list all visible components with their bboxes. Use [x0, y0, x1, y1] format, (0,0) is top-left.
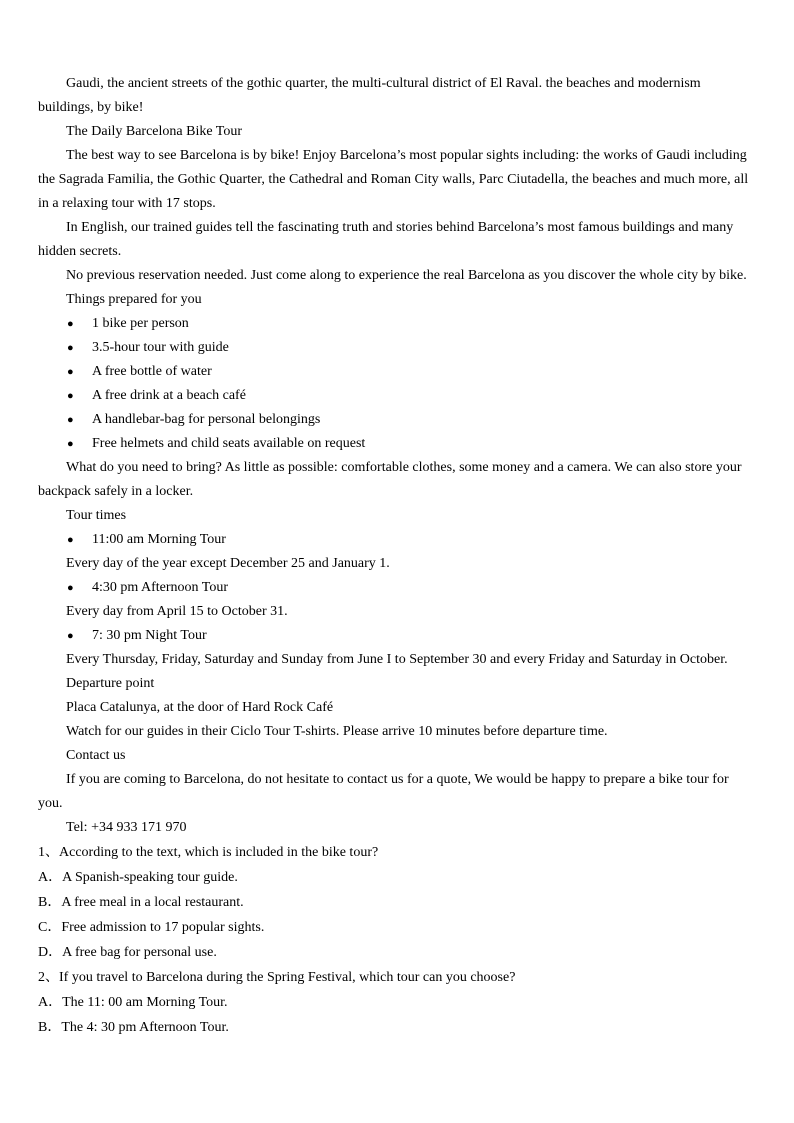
list-item: [38, 312, 750, 336]
question-1: [38, 840, 750, 965]
section-heading: Tour times: [66, 508, 127, 523]
tour-name: 11:00 am Morning Tour: [92, 532, 226, 547]
list-item: [38, 408, 750, 432]
paragraph: Gaudi, the ancient streets of the gothic quarter, the multi-cultural district of El Raval. the beaches and modernism buildings, by bike!: [38, 76, 701, 115]
question-stem: 2、If you travel to Barcelona during the Spring Festival, which tour can you choose?: [38, 970, 516, 985]
tour-schedule: Every day of the year except December 25 and January 1.: [66, 556, 390, 571]
paragraph: No previous reservation needed. Just come along to experience the real Barcelona as you discover the whole city by bike.: [66, 268, 747, 283]
list-item: [38, 432, 750, 456]
document-body: [38, 72, 750, 1040]
tour-schedule: Every day from April 15 to October 31.: [66, 604, 288, 619]
list-item: [38, 384, 750, 408]
tour-item: [38, 576, 750, 600]
option-b: B．The 4: 30 pm Afternoon Tour.: [38, 1020, 229, 1035]
paragraph: In English, our trained guides tell the fascinating truth and stories behind Barcelona’s most famous buildings and many hidden secrets.: [38, 220, 734, 259]
tour-schedule: Every Thursday, Friday, Saturday and Sunday from June I to September 30 and every Friday and Saturday in October.: [66, 652, 728, 667]
list-item: [38, 336, 750, 360]
list-item-text: A free bottle of water: [92, 364, 212, 379]
option-d: D．A free bag for personal use.: [38, 945, 217, 960]
contact-tel: Tel: +34 933 171 970: [66, 820, 187, 835]
bullet-icon: ●: [67, 366, 74, 378]
bullet-icon: ●: [67, 342, 74, 354]
list-item-text: 1 bike per person: [92, 316, 189, 331]
list-item: [38, 360, 750, 384]
question-2: [38, 965, 750, 1040]
section-heading: Departure point: [66, 676, 155, 691]
bullet-icon: ●: [67, 630, 74, 642]
list-item-text: A handlebar-bag for personal belongings: [92, 412, 321, 427]
contact-text: If you are coming to Barcelona, do not hesitate to contact us for a quote, We would be happy to prepare a bike tour for you.: [38, 772, 729, 811]
section-heading: Things prepared for you: [66, 292, 202, 307]
bullet-icon: ●: [67, 534, 74, 546]
option-a: A．A Spanish-speaking tour guide.: [38, 870, 238, 885]
bullet-icon: ●: [67, 318, 74, 330]
list-item-text: A free drink at a beach café: [92, 388, 246, 403]
prepared-list: [38, 312, 750, 456]
section-heading: Contact us: [66, 748, 126, 763]
paragraph: The best way to see Barcelona is by bike! Enjoy Barcelona’s most popular sights including: the works of Gaudi including the Sagrada Familia, the Gothic Quarter, the Cathedral and Roman City walls, Parc Ciutadella, the beaches and much more, all in a relaxing tour with 17 stops.: [38, 148, 749, 211]
option-c: C．Free admission to 17 popular sights.: [38, 920, 265, 935]
list-item-text: Free helmets and child seats available on request: [92, 436, 366, 451]
question-stem: 1、According to the text, which is included in the bike tour?: [38, 845, 379, 860]
list-item-text: 3.5-hour tour with guide: [92, 340, 229, 355]
departure-place: Placa Catalunya, at the door of Hard Rock Café: [66, 700, 334, 715]
bullet-icon: ●: [67, 414, 74, 426]
option-a: A．The 11: 00 am Morning Tour.: [38, 995, 228, 1010]
bullet-icon: ●: [67, 390, 74, 402]
bullet-icon: ●: [67, 438, 74, 450]
tour-name: 4:30 pm Afternoon Tour: [92, 580, 229, 595]
paragraph: What do you need to bring? As little as possible: comfortable clothes, some money and a camera. We can also store your backpack safely in a locker.: [38, 460, 742, 499]
option-b: B．A free meal in a local restaurant.: [38, 895, 244, 910]
tour-item: [38, 624, 750, 648]
tour-item: [38, 528, 750, 552]
bullet-icon: ●: [67, 582, 74, 594]
tour-name: 7: 30 pm Night Tour: [92, 628, 207, 643]
departure-note: Watch for our guides in their Ciclo Tour T-shirts. Please arrive 10 minutes before departure time.: [66, 724, 608, 739]
tour-title: The Daily Barcelona Bike Tour: [66, 124, 243, 139]
